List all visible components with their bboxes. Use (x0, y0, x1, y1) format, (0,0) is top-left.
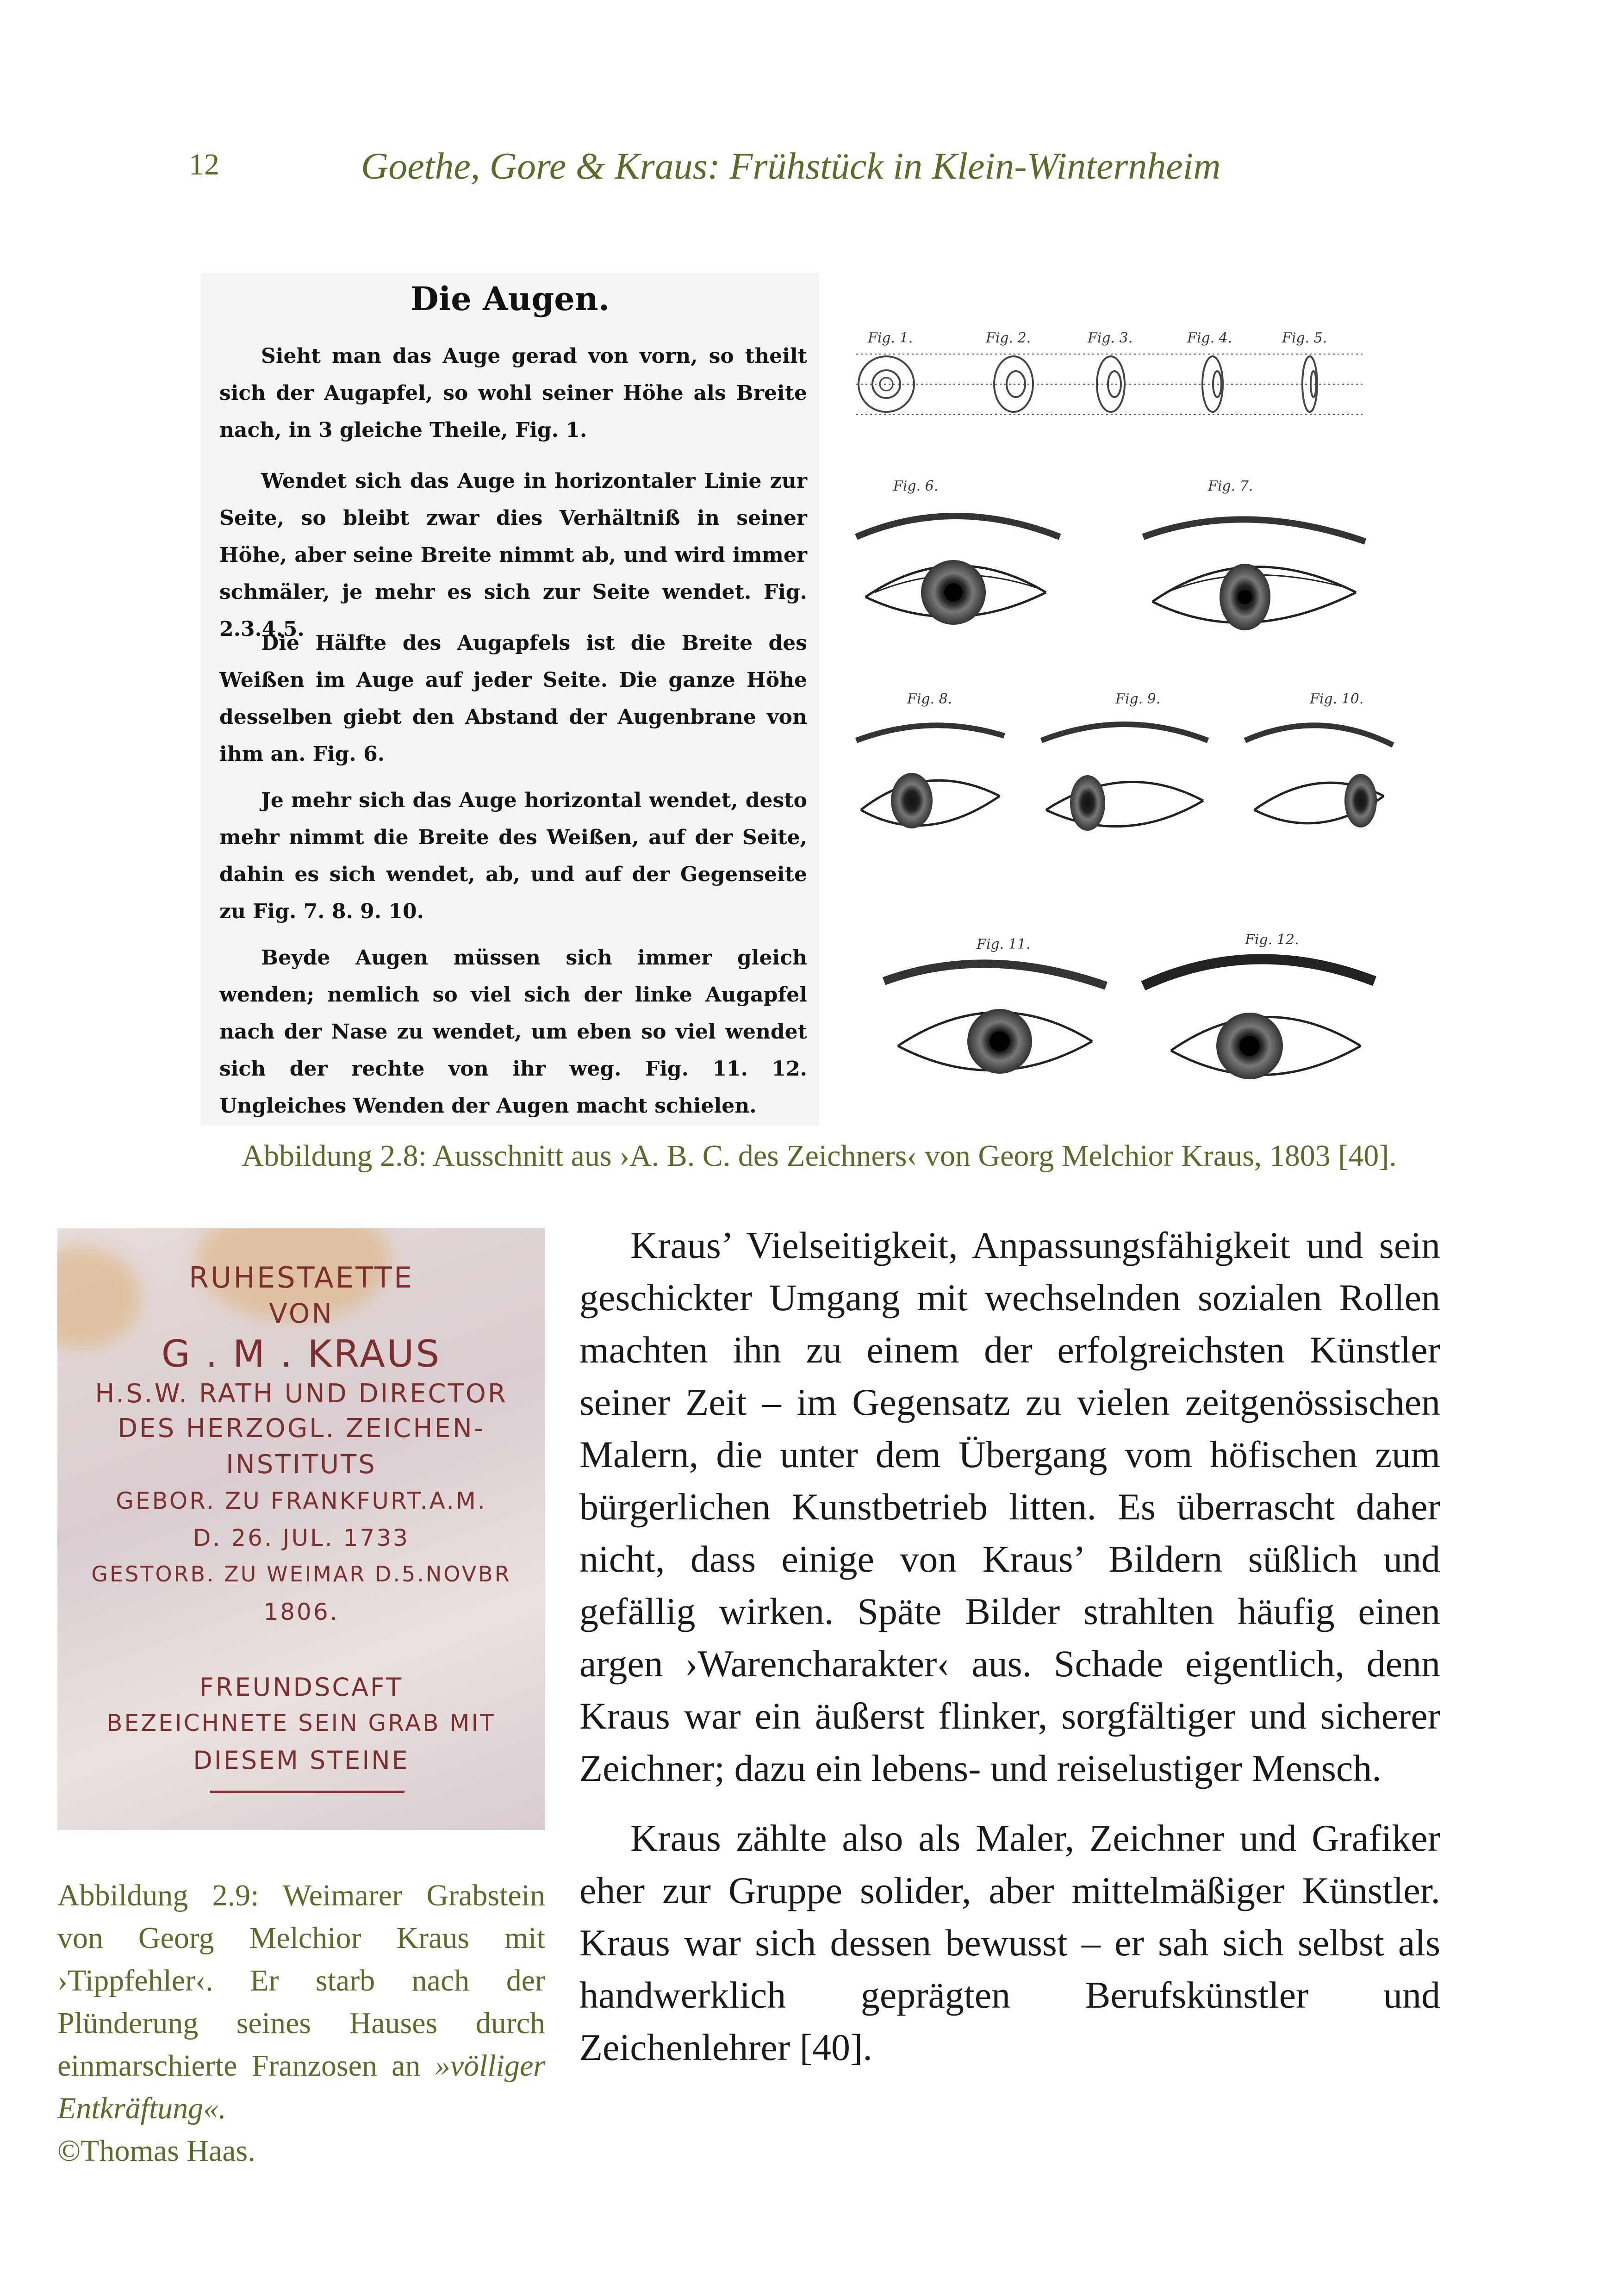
fig-label: Fig. 6. (893, 478, 939, 494)
gravestone-line: VON (269, 1298, 334, 1329)
gravestone-line: DES HERZOGL. ZEICHEN- (118, 1413, 485, 1444)
body-paragraph: Kraus zählte also als Maler, Zeichner und Grafiker eher zur Gruppe solider, aber mittelmäßiger Künstler. Kraus war sich dessen bewusst – er sah sich selbst als handwerklich geprägten Berufskünstler und Zeichenlehrer [40]. (579, 1817, 1440, 2068)
scan-paragraph: Wendet sich das Auge in horizontaler Linie zur Seite, so bleibt zwar dies Verhältniß in seiner Höhe, aber seine Breite nimmt ab, und wird immer schmäler, je mehr es sich zur Seite wendet. Fig. 2.3.4.5. (219, 469, 807, 641)
gravestone-line: DIESEM STEINE (193, 1746, 410, 1775)
fig-label: Fig. 10. (1310, 691, 1364, 707)
gravestone-line: FREUNDSCAFT (199, 1673, 404, 1702)
gravestone-line: GEBOR. ZU FRANKFURT.A.M. (116, 1487, 487, 1514)
caption-quote: »völliger Entkräftung«. (57, 2049, 545, 2125)
fig-label: Fig. 8. (907, 691, 952, 707)
figure-2-9-caption (57, 1874, 545, 2172)
gravestone-rule (210, 1791, 404, 1793)
fig-label: Fig. 7. (1208, 478, 1253, 494)
body-paragraph: Kraus’ Vielseitigkeit, Anpassungsfähigkeit und sein geschickter Umgang mit wechselnden sozialen Rollen machten ihn zu einem der erfolgreichsten Künstler seiner Zeit – im Gegensatz zu vielen zeitgenössischen Malern, die unter dem Übergang vom höfischen zum bürgerlichen Kunstbetrieb litten. Es überrascht daher nicht, dass einige von Kraus’ Bildern süßlich und gefällig wirken. Späte Bilder strahlten häufig einen argen ›Warencharakter‹ aus. Schade eigentlich, denn Kraus war ein äußerst flinker, sorgfältiger und sicherer Zeichner; dazu ein lebens- und reiselustiger Mensch. (579, 1224, 1440, 1789)
fig-label: Fig. 5. (1282, 330, 1327, 346)
gravestone-line: RUHESTAETTE (188, 1261, 414, 1294)
body-text (579, 1219, 1440, 2091)
fig-label: Fig. 9. (1115, 691, 1161, 707)
fig-label: Fig. 3. (1088, 330, 1133, 346)
figure-2-8-caption: Abbildung 2.8: Ausschnitt aus ›A. B. C. des Zeichners‹ von Georg Melchior Kraus, 1803 [40]. (242, 1139, 1397, 1173)
scan-paragraph: Die Hälfte des Augapfels ist die Breite des Weißen im Auge auf jeder Seite. Die ganze Höhe desselben giebt den Abstand der Augenbrane von ihm an. Fig. 6. (219, 631, 807, 766)
caption-main: Abbildung 2.9: Weimarer Grabstein von Georg Melchior Kraus mit ›Tippfehler‹. Er starb nach der Plünderung seines Hauses durch einmarschierte Franzosen an (57, 1879, 545, 2083)
figure-2-9-gravestone-photo (57, 1228, 545, 1830)
fig-label: Fig. 11. (977, 936, 1031, 952)
scan-paragraph: Beyde Augen müssen sich immer gleich wenden; nemlich so viel sich der linke Augapfel nach der Nase zu wendet, um eben so viel wendet sich der rechte von ihr weg. Fig. 11. 12. Ungleiches Wenden der Augen macht schielen. (219, 946, 807, 1118)
scan-heading: Die Augen. (410, 280, 610, 318)
gravestone-line: G . M . KRAUS (161, 1332, 442, 1375)
scan-paragraph: Sieht man das Auge gerad von vorn, so theilt sich der Augapfel, so wohl seiner Höhe als Breite nach, in 3 gleiche Theile, Fig. 1. (219, 344, 807, 442)
running-title: Goethe, Gore & Kraus: Frühstück in Klein-Winternheim (361, 145, 1221, 187)
figure-2-8-text-scan (201, 273, 819, 1126)
fig-label: Fig. 12. (1245, 932, 1299, 948)
gravestone-line: H.S.W. RATH UND DIRECTOR (95, 1379, 508, 1409)
gravestone-line: BEZEICHNETE SEIN GRAB MIT (106, 1710, 496, 1736)
gravestone-line: 1806. (263, 1599, 339, 1625)
fig-label: Fig. 2. (986, 330, 1031, 346)
page-number: 12 (189, 148, 219, 181)
fig-label: Fig. 1. (868, 330, 913, 346)
gravestone-line: GESTORB. ZU WEIMAR D.5.NOVBR (91, 1562, 511, 1587)
figure-2-8-eye-engravings (847, 296, 1416, 1129)
scan-paragraph: Je mehr sich das Auge horizontal wendet, desto mehr nimmt die Breite des Weißen, auf der Seite, dahin es sich wendet, ab, und auf der Gegenseite zu Fig. 7. 8. 9. 10. (219, 789, 807, 923)
gravestone-line: D. 26. JUL. 1733 (193, 1524, 410, 1551)
fig-label: Fig. 4. (1187, 330, 1232, 346)
caption-credit: ©Thomas Haas. (57, 2134, 255, 2168)
gravestone-line: INSTITUTS (226, 1450, 377, 1480)
